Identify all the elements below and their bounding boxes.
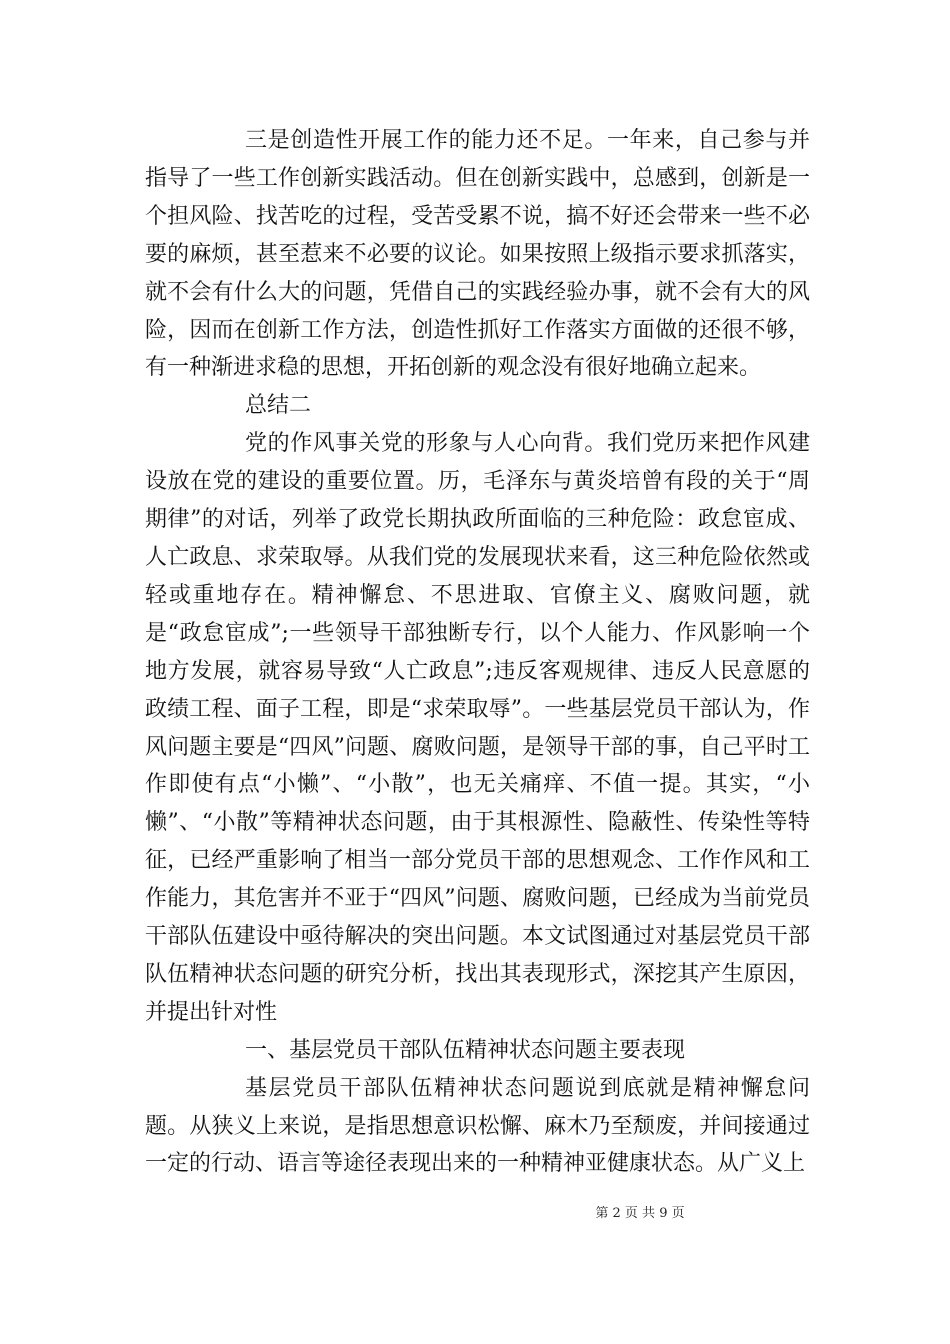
paragraph-mental-state: 基层党员干部队伍精神状态问题说到底就是精神懈怠问题。从狭义上来说，是指思想意识松懈、麻木乃至颓废，并间接通过一定的行动、语言等途径表现出来的一种精神亚健康状态。从广义上	[145, 1075, 810, 1177]
section-heading-summary-two: 总结二	[245, 393, 312, 419]
paragraph-party-style: 党的作风事关党的形象与人心向背。我们党历来把作风建设放在党的建设的重要位置。历，毛泽东与黄炎培曾有段的关于“周期律”的对话，列举了政党长期执政所面临的三种危险：政怠宦成、人亡政息、求荣取辱。从我们党的发展现状来看，这三种危险依然或轻或重地存在。精神懈怠、不思进取、官僚主义、腐败问题，就是“政怠宦成”;一些领导干部独断专行，以个人能力、作风影响一个地方发展，就容易导致“人亡政息”;违反客观规律、违反人民意愿的政绩工程、面子工程，即是“求荣取辱”。一些基层党员干部认为，作风问题主要是“四风”问题、腐败问题，是领导干部的事，自己平时工作即使有点“小懒”、“小散”，也无关痛痒、不值一提。其实，“小懒”、“小散”等精神状态问题，由于其根源性、隐蔽性、传染性等特征，已经严重影响了相当一部分党员干部的思想观念、工作作风和工作能力，其危害并不亚于“四风”问题、腐败问题，已经成为当前党员干部队伍建设中亟待解决的突出问题。本文试图通过对基层党员干部队伍精神状态问题的研究分析，找出其表现形式，深挖其产生原因，并提出针对性	[145, 431, 810, 1025]
section-heading-main-manifestations: 一、基层党员干部队伍精神状态问题主要表现	[245, 1037, 686, 1063]
document-body	[145, 122, 810, 1183]
paragraph-innovation-ability: 三是创造性开展工作的能力还不足。一年来，自己参与并指导了一些工作创新实践活动。但在创新实践中，总感到，创新是一个担风险、找苦吃的过程，受苦受累不说，搞不好还会带来一些不必要的麻烦，甚至惹来不必要的议论。如果按照上级指示要求抓落实，就不会有什么大的问题，凭借自己的实践经验办事，就不会有大的风险，因而在创新工作方法，创造性抓好工作落实方面做的还很不够，有一种渐进求稳的思想，开拓创新的观念没有很好地确立起来。	[145, 128, 810, 381]
page-number-footer: 第 2 页 共 9 页	[595, 1206, 685, 1221]
